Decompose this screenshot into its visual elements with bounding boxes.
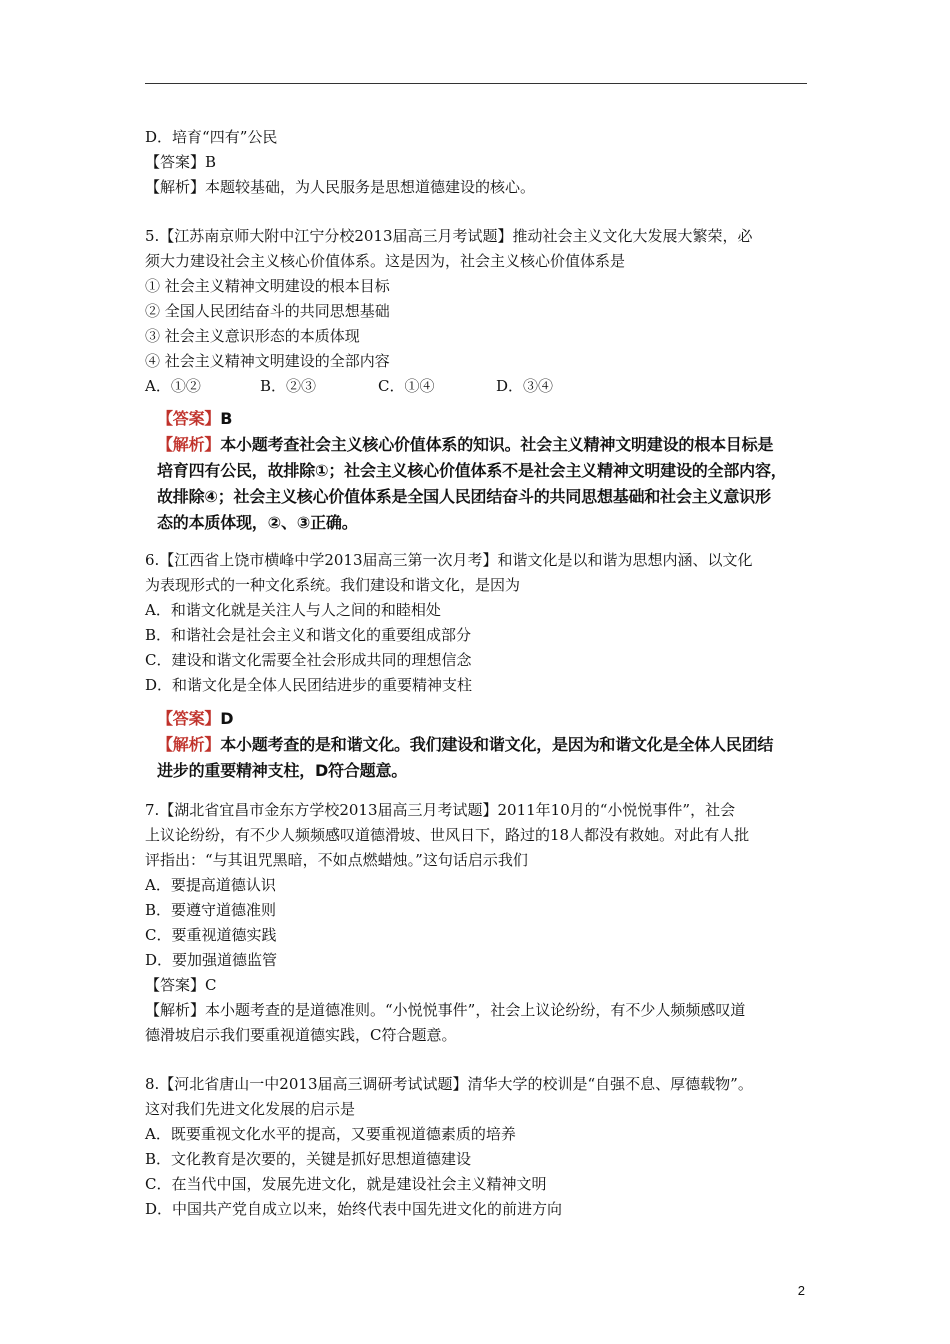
q5-analysis-line1 — [157, 432, 773, 458]
q6-analysis-line2: 进步的重要精神支柱，D符合题意。 — [157, 761, 408, 780]
q7-stem-line3: 评指出：“与其诅咒黑暗，不如点燃蜡烛。”这句话启示我们 — [145, 851, 528, 869]
q5-answer — [157, 406, 232, 432]
q6-option-d: D．和谐文化是全体人民团结进步的重要精神支柱 — [145, 676, 473, 694]
q6-answer-tag: 【答案】 — [157, 709, 221, 728]
q5-option-a: A．①② — [145, 377, 201, 395]
q5-item-1: ① 社会主义精神文明建设的根本目标 — [145, 277, 390, 295]
q6-answer — [157, 706, 233, 732]
q7-option-b: B．要遵守道德准则 — [145, 901, 277, 919]
q4-option-d: D．培育“四有”公民 — [145, 128, 278, 146]
q5-stem-line1: 5.【江苏南京师大附中江宁分校2013届高三月考试题】推动社会主义文化大发展大繁荣，必 — [145, 227, 753, 245]
q6-option-c: C．建设和谐文化需要全社会形成共同的理想信念 — [145, 651, 472, 669]
q7-option-c: C．要重视道德实践 — [145, 926, 277, 944]
q5-analysis-tag: 【解析】 — [157, 435, 221, 454]
q8-option-c: C．在当代中国，发展先进文化，就是建设社会主义精神文明 — [145, 1175, 547, 1193]
q8-option-a: A．既要重视文化水平的提高，又要重视道德素质的培养 — [145, 1125, 516, 1143]
q6-stem-line2: 为表现形式的一种文化系统。我们建设和谐文化，是因为 — [145, 576, 521, 594]
q5-item-3: ③ 社会主义意识形态的本质体现 — [145, 327, 360, 345]
q5-analysis-text1: 本小题考查社会主义核心价值体系的知识。社会主义精神文明建设的根本目标是 — [220, 435, 774, 454]
q8-stem-line2: 这对我们先进文化发展的启示是 — [145, 1100, 356, 1118]
q6-option-a: A．和谐文化就是关注人与人之间的和睦相处 — [145, 601, 441, 619]
q6-stem-line1: 6.【江西省上饶市横峰中学2013届高三第一次月考】和谐文化是以和谐为思想内涵、以文化 — [145, 551, 753, 569]
q5-option-c: C．①④ — [378, 377, 435, 395]
q5-stem-line2: 须大力建设社会主义核心价值体系。这是因为，社会主义核心价值体系是 — [145, 252, 626, 270]
q7-option-d: D．要加强道德监管 — [145, 951, 278, 969]
q8-stem-line1: 8.【河北省唐山一中2013届高三调研考试试题】清华大学的校训是“自强不息、厚德载物”。 — [145, 1075, 753, 1093]
q7-option-a: A．要提高道德认识 — [145, 876, 276, 894]
q6-answer-value: D — [220, 709, 234, 728]
q7-stem-line2: 上议论纷纷，有不少人频频感叹道德滑坡、世风日下，路过的18人都没有救她。对此有人批 — [145, 826, 750, 844]
q6-analysis-line1 — [157, 732, 773, 758]
q5-item-4: ④ 社会主义精神文明建设的全部内容 — [145, 352, 390, 370]
q7-stem-line1: 7.【湖北省宜昌市金东方学校2013届高三月考试题】2011年10月的“小悦悦事件”，社会 — [145, 801, 736, 819]
q5-options — [145, 374, 553, 399]
q5-item-2: ② 全国人民团结奋斗的共同思想基础 — [145, 302, 390, 320]
q5-option-d: D．③④ — [496, 377, 554, 395]
q5-analysis-line4: 态的本质体现，②、③正确。 — [157, 513, 358, 532]
page-number: 2 — [797, 1283, 805, 1298]
q6-analysis-tag: 【解析】 — [157, 735, 221, 754]
q6-option-b: B．和谐社会是社会主义和谐文化的重要组成部分 — [145, 626, 472, 644]
q6-analysis-text1: 本小题考查的是和谐文化。我们建设和谐文化，是因为和谐文化是全体人民团结 — [220, 735, 774, 754]
q5-analysis-line2: 培育四有公民，故排除①；社会主义核心价值体系不是社会主义精神文明建设的全部内容， — [157, 461, 787, 480]
q5-answer-value: B — [220, 409, 233, 428]
q4-answer: 【答案】B — [145, 153, 217, 171]
q8-option-d: D．中国共产党自成立以来，始终代表中国先进文化的前进方向 — [145, 1200, 563, 1218]
q5-answer-tag: 【答案】 — [157, 409, 221, 428]
header-rule — [145, 83, 807, 84]
q7-analysis-line1: 【解析】本小题考查的是道德准则。“小悦悦事件”，社会上议论纷纷，有不少人频频感叹道 — [145, 1001, 746, 1019]
q5-option-b: B．②③ — [260, 377, 317, 395]
q4-analysis: 【解析】本题较基础，为人民服务是思想道德建设的核心。 — [145, 178, 536, 196]
q7-analysis-line2: 德滑坡启示我们要重视道德实践，C符合题意。 — [145, 1026, 457, 1044]
q7-answer: 【答案】C — [145, 976, 217, 994]
q5-analysis-line3: 故排除④；社会主义核心价值体系是全国人民团结奋斗的共同思想基础和社会主义意识形 — [157, 487, 771, 506]
q8-option-b: B．文化教育是次要的，关键是抓好思想道德建设 — [145, 1150, 472, 1168]
